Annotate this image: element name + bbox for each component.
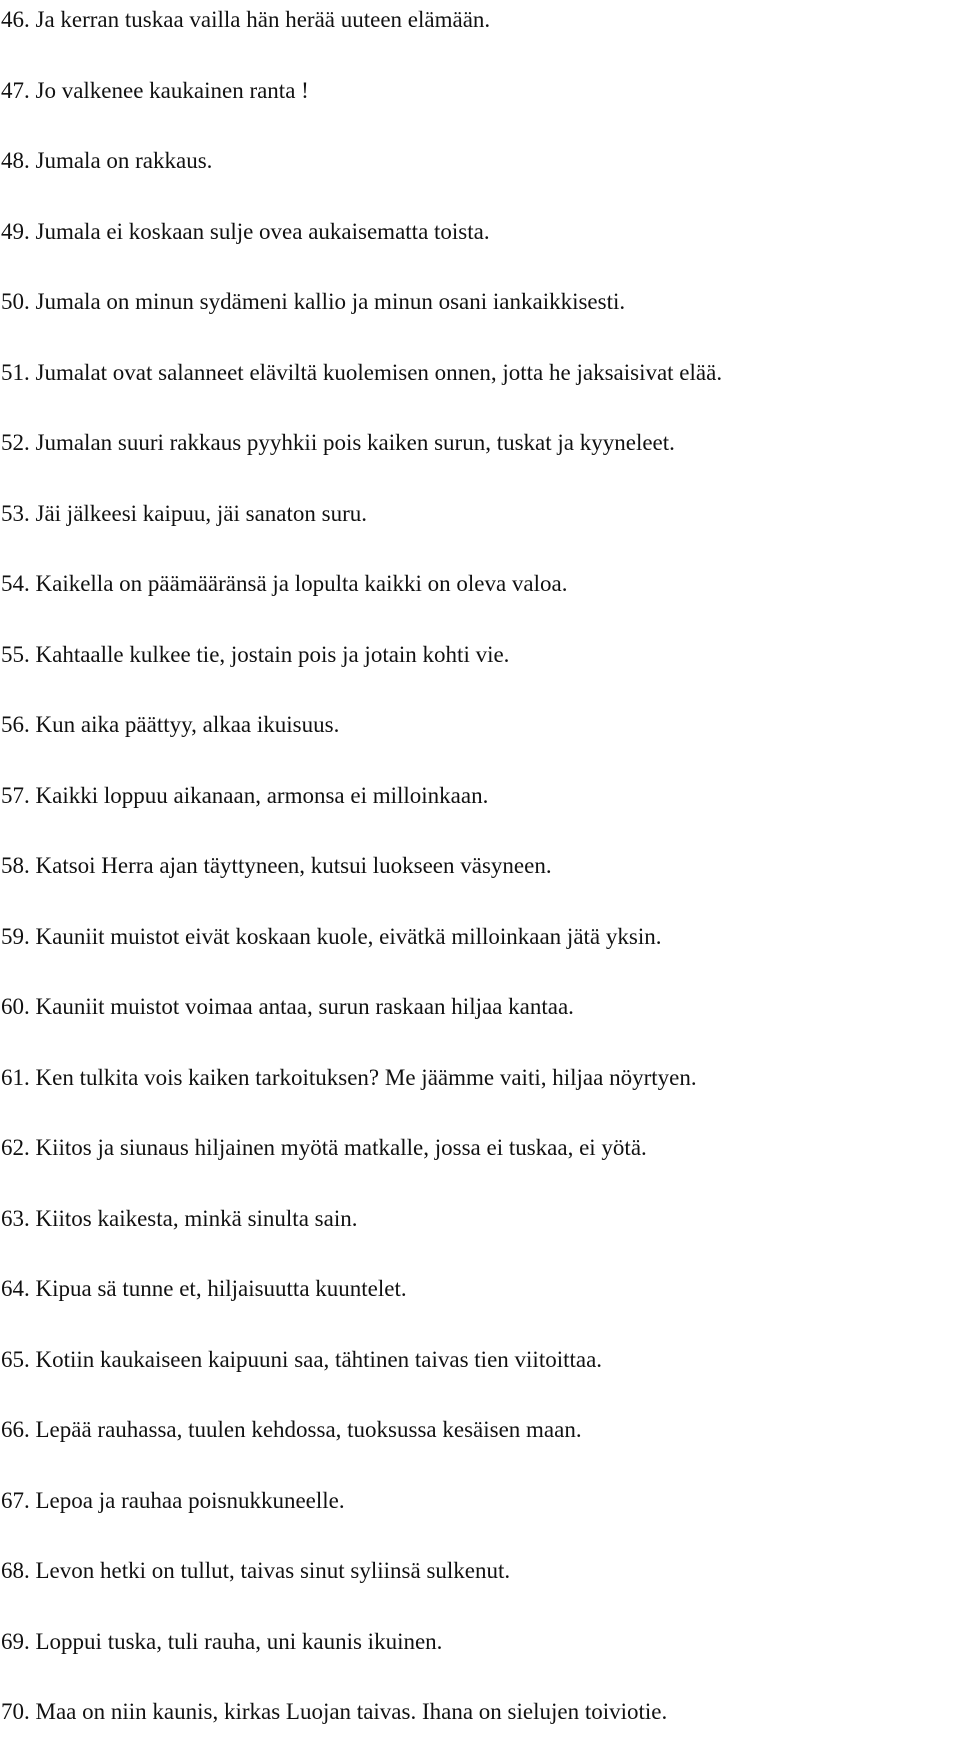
item-number: 68. <box>1 1558 30 1583</box>
list-item <box>1 1128 956 1199</box>
item-text: Kiitos kaikesta, minkä sinulta sain. <box>35 1205 358 1231</box>
list-item <box>1 423 956 494</box>
list-item <box>1 705 956 776</box>
item-number: 62. <box>1 1135 30 1160</box>
item-number: 55. <box>1 641 30 667</box>
item-text: Jäi jälkeesi kaipuu, jäi sanaton suru. <box>35 500 368 526</box>
list-item <box>1 1481 956 1552</box>
list-item <box>1 71 956 142</box>
item-text: Jumalan suuri rakkaus pyyhkii pois kaiken surun, tuskat ja kyyneleet. <box>35 430 675 455</box>
item-number: 48. <box>1 148 30 173</box>
item-text: Loppui tuska, tuli rauha, uni kaunis ikuinen. <box>35 1628 443 1654</box>
list-item <box>1 1692 956 1763</box>
item-number: 47. <box>1 77 30 103</box>
item-number: 49. <box>1 218 30 244</box>
list-item <box>1 1410 956 1481</box>
list-item <box>1 987 956 1058</box>
list-item <box>1 776 956 847</box>
item-number: 67. <box>1 1487 30 1513</box>
item-number: 69. <box>1 1628 30 1654</box>
item-text: Ken tulkita vois kaiken tarkoituksen? Me jäämme vaiti, hiljaa nöyrtyen. <box>35 1064 697 1090</box>
item-text: Kaikella on päämääränsä ja lopulta kaikki on oleva valoa. <box>35 571 568 596</box>
list-item <box>1 846 956 917</box>
item-text: Kipua sä tunne et, hiljaisuutta kuuntelet. <box>35 1276 407 1301</box>
item-text: Jumala on minun sydämeni kallio ja minun osani iankaikkisesti. <box>35 289 626 314</box>
list-item <box>1 1058 956 1129</box>
item-number: 54. <box>1 571 30 596</box>
item-number: 46. <box>1 7 30 32</box>
item-text: Kun aika päättyy, alkaa ikuisuus. <box>35 712 340 737</box>
item-text: Jumala ei koskaan sulje ovea aukaisematta toista. <box>35 218 490 244</box>
list-item <box>1 1551 956 1622</box>
item-number: 63. <box>1 1205 30 1231</box>
list-item <box>1 0 956 71</box>
item-number: 70. <box>1 1699 30 1724</box>
list-item <box>1 917 956 988</box>
list-item <box>1 1199 956 1270</box>
list-item <box>1 1340 956 1411</box>
item-number: 52. <box>1 430 30 455</box>
item-number: 56. <box>1 712 30 737</box>
list-item <box>1 282 956 353</box>
item-text: Jumalat ovat salanneet eläviltä kuolemisen onnen, jotta he jaksaisivat elää. <box>35 359 723 385</box>
list-item <box>1 353 956 424</box>
item-text: Kauniit muistot voimaa antaa, surun raskaan hiljaa kantaa. <box>35 994 574 1019</box>
list-item <box>1 494 956 565</box>
item-text: Kahtaalle kulkee tie, jostain pois ja jotain kohti vie. <box>35 641 510 667</box>
item-text: Kaikki loppuu aikanaan, armonsa ei milloinkaan. <box>35 782 489 808</box>
item-text: Kotiin kaukaiseen kaipuuni saa, tähtinen taivas tien viitoittaa. <box>35 1346 603 1372</box>
item-number: 65. <box>1 1346 30 1372</box>
list-item <box>1 212 956 283</box>
list-item <box>1 1622 956 1693</box>
item-number: 57. <box>1 782 30 808</box>
item-number: 58. <box>1 853 30 878</box>
item-text: Lepää rauhassa, tuulen kehdossa, tuoksussa kesäisen maan. <box>35 1417 582 1442</box>
list-item <box>1 141 956 212</box>
item-number: 50. <box>1 289 30 314</box>
item-text: Maa on niin kaunis, kirkas Luojan taivas. Ihana on sielujen toiviotie. <box>35 1699 668 1724</box>
item-number: 61. <box>1 1064 30 1090</box>
list-item <box>1 635 956 706</box>
item-text: Kauniit muistot eivät koskaan kuole, eivätkä milloinkaan jätä yksin. <box>35 923 662 949</box>
item-text: Lepoa ja rauhaa poisnukkuneelle. <box>35 1487 345 1513</box>
list-item <box>1 1269 956 1340</box>
list-item <box>1 564 956 635</box>
item-number: 59. <box>1 923 30 949</box>
item-number: 51. <box>1 359 30 385</box>
phrase-list <box>1 0 956 1763</box>
item-number: 53. <box>1 500 30 526</box>
item-text: Jo valkenee kaukainen ranta ! <box>35 77 309 103</box>
item-number: 64. <box>1 1276 30 1301</box>
item-text: Kiitos ja siunaus hiljainen myötä matkalle, jossa ei tuskaa, ei yötä. <box>35 1135 647 1160</box>
item-text: Ja kerran tuskaa vailla hän herää uuteen elämään. <box>35 7 491 32</box>
item-text: Levon hetki on tullut, taivas sinut syliinsä sulkenut. <box>35 1558 511 1583</box>
item-text: Katsoi Herra ajan täyttyneen, kutsui luokseen väsyneen. <box>35 853 552 878</box>
item-text: Jumala on rakkaus. <box>35 148 213 173</box>
item-number: 60. <box>1 994 30 1019</box>
item-number: 66. <box>1 1417 30 1442</box>
